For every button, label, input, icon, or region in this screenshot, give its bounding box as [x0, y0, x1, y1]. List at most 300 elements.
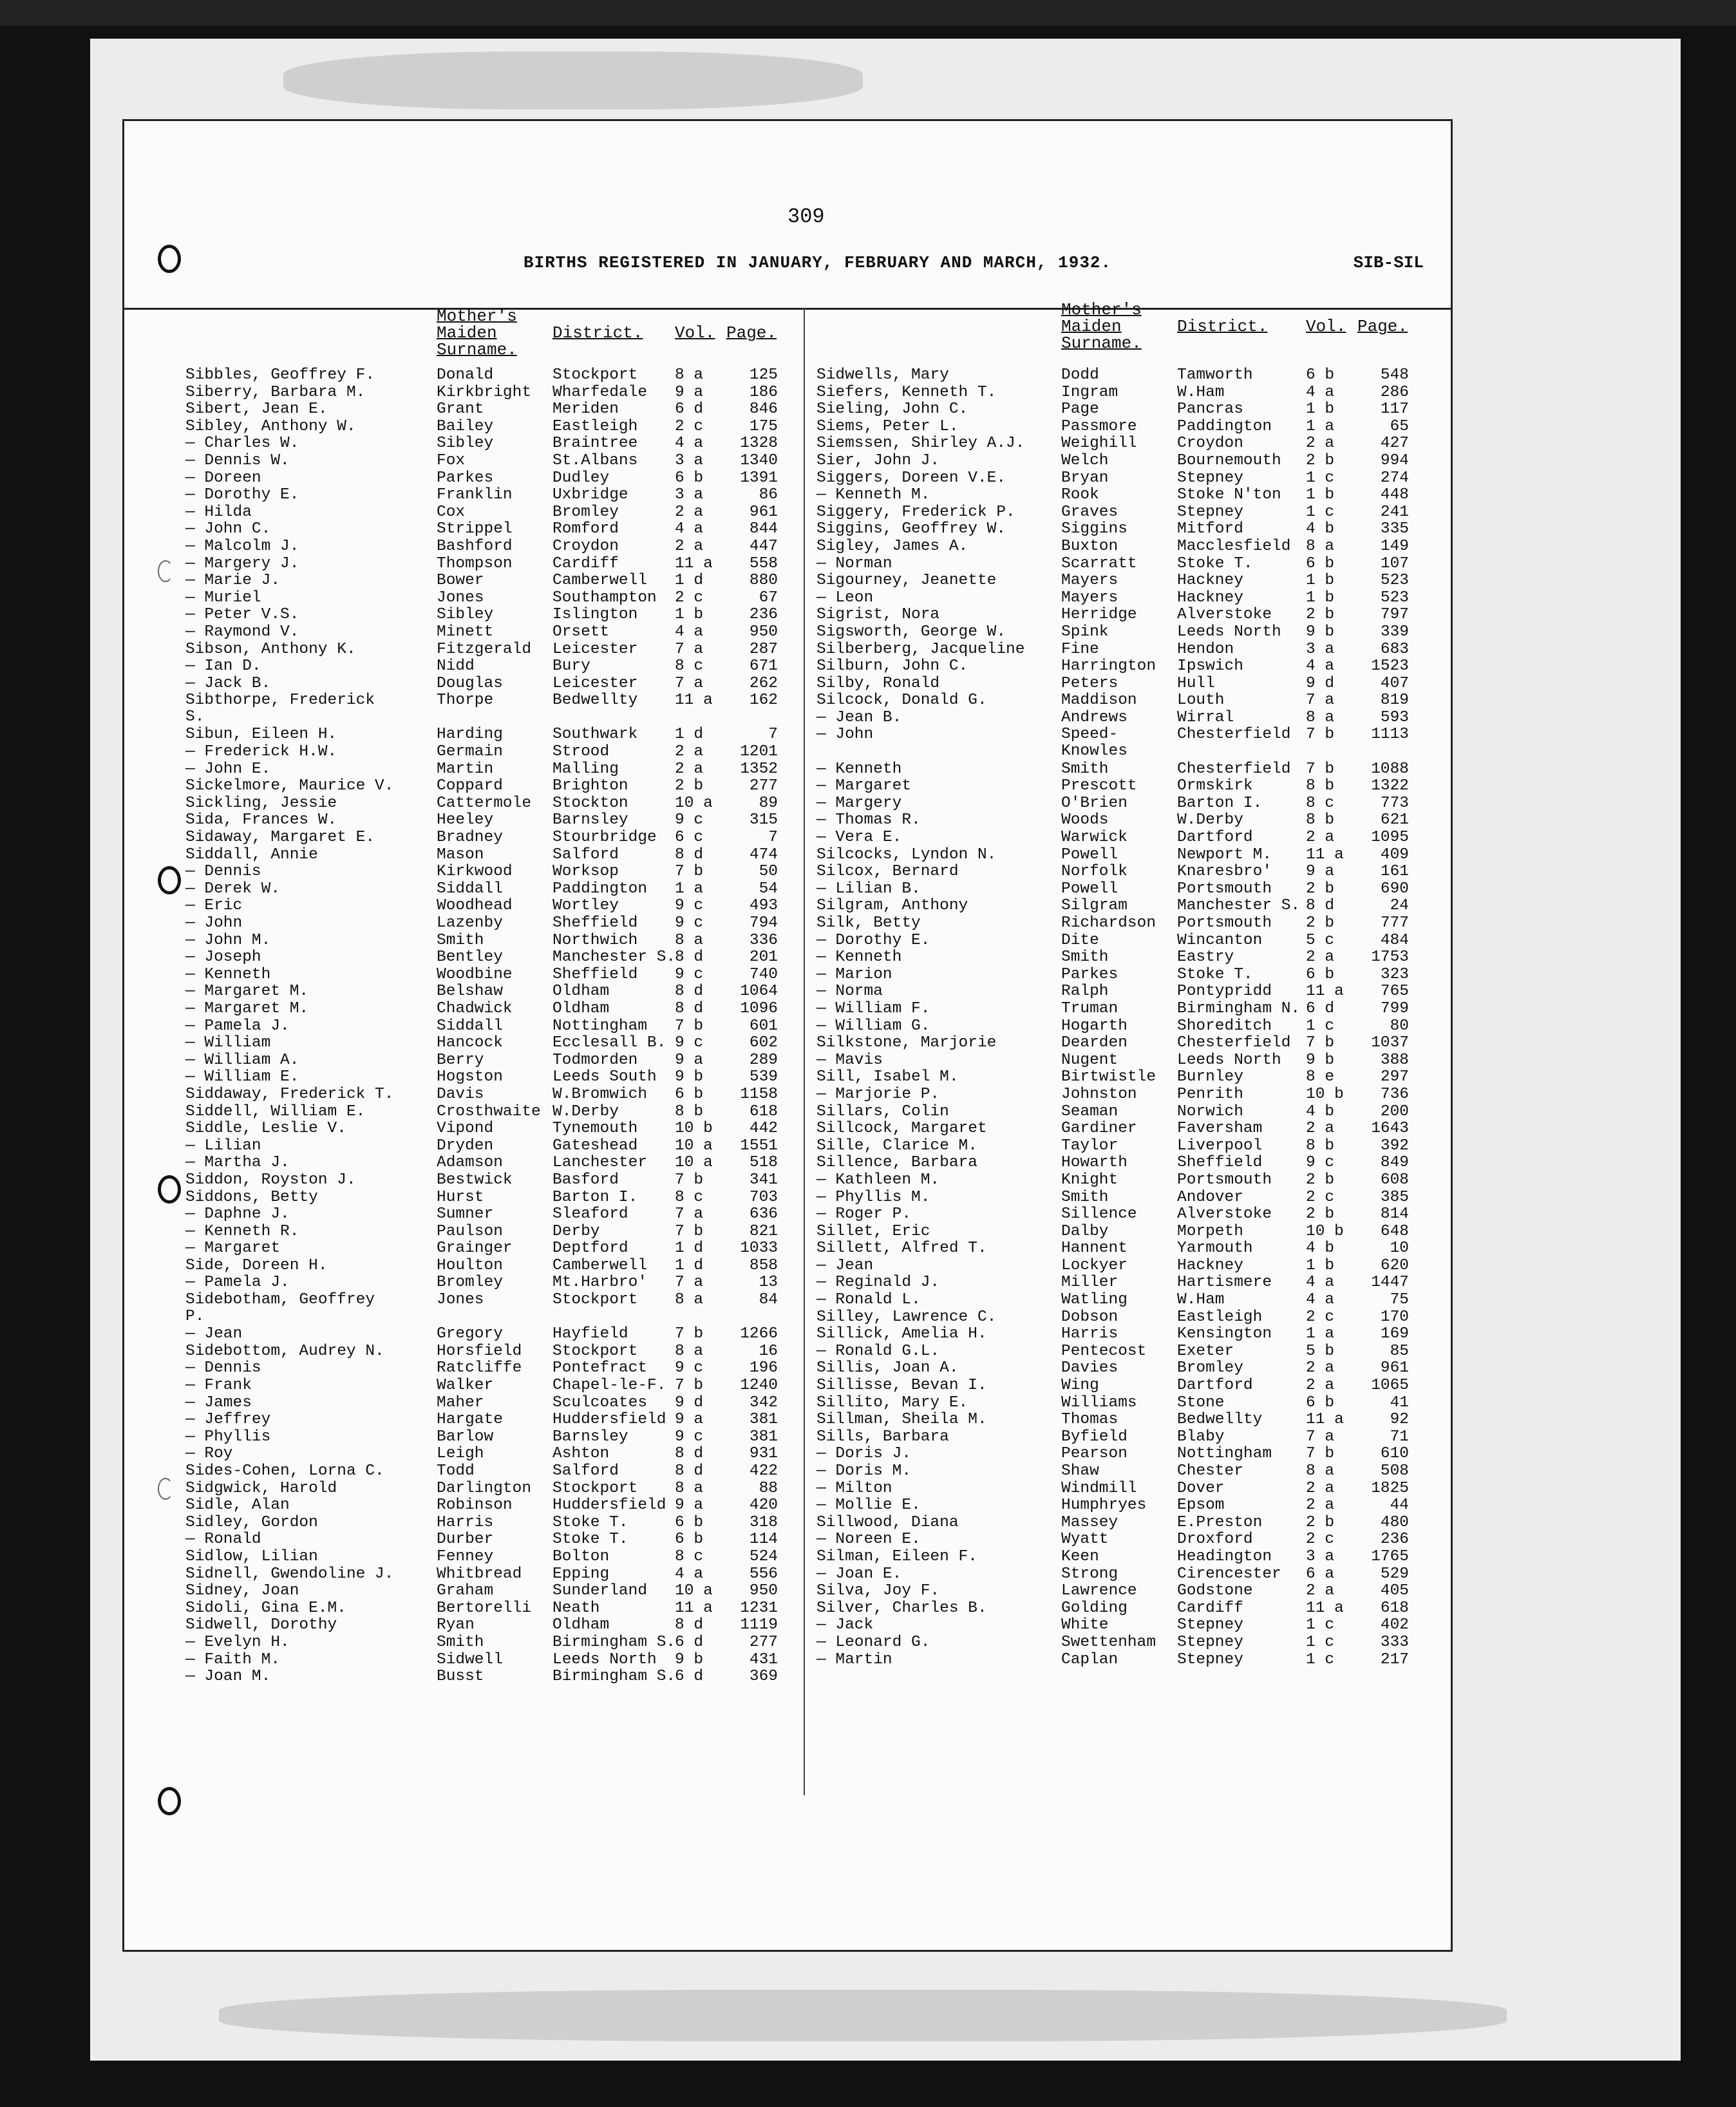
entry-district: Deptford [552, 1240, 628, 1258]
entry-mothers-maiden-surname: Cattermole [437, 794, 532, 812]
entry-name: Silcocks, Lyndon N. [816, 846, 997, 864]
entry-mothers-maiden-surname: Powell [1061, 880, 1118, 898]
entry-district: Hartismere [1177, 1274, 1272, 1292]
register-entry [185, 1531, 829, 1549]
entry-page: 1096 [740, 999, 778, 1017]
entry-mothers-maiden-surname: Bryan [1061, 469, 1109, 487]
entry-name: — Margaret [816, 777, 912, 795]
entry-mothers-maiden-surname: Bailey [437, 417, 494, 435]
entry-mothers-maiden-surname: Weighill [1061, 435, 1137, 453]
entry-page: 1095 [1371, 829, 1409, 847]
register-entry [816, 726, 1435, 761]
entry-page: 814 [1380, 1205, 1409, 1224]
entry-page: 241 [1380, 503, 1409, 521]
entry-page: 125 [749, 366, 778, 384]
entry-name: — Jean [185, 1325, 243, 1343]
entry-vol: 8 a [675, 366, 704, 384]
register-entry [185, 932, 829, 950]
entry-mothers-maiden-surname: Massey [1061, 1513, 1118, 1531]
register-entry [185, 1120, 829, 1138]
entry-district: Faversham [1177, 1120, 1263, 1138]
register-entry [816, 1429, 1435, 1446]
entry-mothers-maiden-surname: Belshaw [437, 983, 503, 1001]
punch-hole-icon [158, 1175, 181, 1204]
entry-vol: 2 a [1306, 1582, 1335, 1600]
entry-vol: 8 a [675, 1479, 704, 1497]
entry-vol: 5 c [1306, 931, 1335, 949]
register-entry [816, 470, 1435, 487]
entry-vol: 2 a [1306, 1377, 1335, 1395]
register-entry [185, 1035, 829, 1052]
entry-page: 236 [1380, 1531, 1409, 1549]
entry-page: 765 [1380, 983, 1409, 1001]
register-entry [816, 1566, 1435, 1583]
entry-vol: 9 a [1306, 863, 1335, 881]
register-entry [185, 1668, 829, 1686]
entry-mothers-maiden-surname: Lockyer [1061, 1256, 1127, 1274]
register-entry [816, 812, 1435, 829]
register-entry [816, 1069, 1435, 1086]
register-entry [816, 692, 1435, 710]
entry-name: — Martha J. [185, 1154, 290, 1172]
entry-vol: 8 a [1306, 1462, 1335, 1480]
register-entry [816, 367, 1435, 384]
header-page: Page. [726, 323, 777, 343]
register-entry [816, 1155, 1435, 1172]
entry-mothers-maiden-surname: Dite [1061, 931, 1099, 949]
register-entry [185, 521, 829, 538]
entry-page: 80 [1390, 1017, 1409, 1035]
entry-name: — Muriel [185, 589, 261, 607]
entry-name: — Charles W. [185, 435, 299, 453]
entry-mothers-maiden-surname: Cox [437, 503, 466, 521]
entry-vol: 8 b [1306, 811, 1335, 829]
entry-district: Stepney [1177, 1616, 1243, 1634]
entry-name: — Thomas R. [816, 811, 921, 829]
entry-vol: 4 a [675, 520, 704, 538]
entry-vol: 1 b [1306, 572, 1335, 590]
entry-page: 71 [1390, 1428, 1409, 1446]
entry-page: 523 [1380, 572, 1409, 590]
entry-name: Sidwells, Mary [816, 366, 949, 384]
entry-name: — Joseph [185, 949, 261, 967]
entry-page: 740 [749, 965, 778, 983]
entry-vol: 8 a [1306, 537, 1335, 555]
entry-name: Silver, Charles B. [816, 1599, 987, 1617]
entry-name: Sigourney, Jeanette [816, 572, 997, 590]
register-entry [185, 1446, 829, 1463]
entry-district: Tamworth [1177, 366, 1253, 384]
entry-district: Andover [1177, 1188, 1243, 1206]
entry-vol: 7 b [1306, 726, 1335, 744]
entry-district: Dartford [1177, 829, 1253, 847]
entry-district: Bedwellty [552, 692, 638, 710]
entry-mothers-maiden-surname: Bromley [437, 1274, 503, 1292]
entry-district: Alverstoke [1177, 606, 1272, 624]
entry-mothers-maiden-surname: Golding [1061, 1599, 1127, 1617]
entry-name: Sickling, Jessie [185, 794, 337, 812]
entry-name: — Joan M. [185, 1668, 271, 1686]
entry-name: — Margaret M. [185, 999, 309, 1017]
entry-name: — William A. [185, 1051, 299, 1069]
entry-name: — Milton [816, 1479, 892, 1497]
entry-vol: 7 b [675, 1377, 704, 1395]
entry-district: Hackney [1177, 589, 1243, 607]
entry-vol: 6 b [675, 1085, 704, 1103]
entry-name: — Peter V.S. [185, 606, 299, 624]
entry-page: 950 [749, 623, 778, 641]
entry-name: Sillett, Alfred T. [816, 1240, 987, 1258]
entry-page: 315 [749, 811, 778, 829]
entry-district: Portsmouth [1177, 914, 1272, 932]
entry-district: Stepney [1177, 1633, 1243, 1651]
entry-name: Silgram, Anthony [816, 897, 968, 915]
entry-page: 262 [749, 674, 778, 692]
entry-vol: 8 a [675, 1342, 704, 1360]
entry-name: — Margaret M. [185, 983, 309, 1001]
entry-district: W.Bromwich [552, 1085, 648, 1103]
punch-hole-icon [158, 1478, 173, 1500]
entry-vol: 7 b [1306, 1445, 1335, 1463]
register-entry [185, 487, 829, 504]
entry-name: Sigrist, Nora [816, 606, 940, 624]
register-entry [816, 829, 1435, 847]
entry-page: 67 [759, 589, 778, 607]
register-entry [816, 983, 1435, 1001]
entry-mothers-maiden-surname: Caplan [1061, 1650, 1118, 1668]
entry-district: Ipswich [1177, 657, 1243, 676]
entry-mothers-maiden-surname: White [1061, 1616, 1109, 1634]
register-entry [816, 401, 1435, 419]
entry-page: 1322 [1371, 777, 1409, 795]
entry-mothers-maiden-surname: Prescott [1061, 777, 1137, 795]
register-entry [185, 864, 829, 881]
entry-page: 13 [759, 1274, 778, 1292]
entry-vol: 4 a [1306, 1291, 1335, 1309]
entry-name: — Jean B. [816, 708, 902, 726]
register-entry [185, 744, 829, 761]
register-entry [185, 1274, 829, 1292]
entry-name: — Roy [185, 1445, 233, 1463]
entry-mothers-maiden-surname: Durber [437, 1531, 494, 1549]
entry-mothers-maiden-surname: O'Brien [1061, 794, 1127, 812]
entry-name: Sides-Cohen, Lorna C. [185, 1462, 384, 1480]
entry-district: Cardiff [552, 554, 619, 572]
entry-mothers-maiden-surname: Davis [437, 1085, 484, 1103]
entry-district: Hull [1177, 674, 1215, 692]
entry-vol: 1 c [1306, 1616, 1335, 1634]
entry-page: 508 [1380, 1462, 1409, 1480]
entry-district: Stepney [1177, 503, 1243, 521]
entry-page: 994 [1380, 451, 1409, 469]
entry-vol: 7 b [675, 863, 704, 881]
punch-hole-icon [158, 866, 181, 894]
entry-district: Ormskirk [1177, 777, 1253, 795]
register-entry [816, 1258, 1435, 1275]
register-entry [185, 1652, 829, 1669]
entry-mothers-maiden-surname: Darlington [437, 1479, 532, 1497]
entry-mothers-maiden-surname: Warwick [1061, 829, 1127, 847]
register-entry [185, 1224, 829, 1241]
entry-vol: 2 a [1306, 949, 1335, 967]
entry-page: 92 [1390, 1411, 1409, 1429]
entry-mothers-maiden-surname: Thomas [1061, 1411, 1118, 1429]
entry-page: 1765 [1371, 1547, 1409, 1565]
entry-vol: 2 a [675, 760, 704, 778]
register-entry [185, 1052, 829, 1070]
entry-mothers-maiden-surname: Andrews [1061, 708, 1127, 726]
entry-mothers-maiden-surname: Minett [437, 623, 494, 641]
left-entries [185, 367, 829, 1686]
entry-vol: 8 c [1306, 794, 1335, 812]
entry-page: 369 [749, 1668, 778, 1686]
entry-page: 65 [1390, 417, 1409, 435]
entry-mothers-maiden-surname: Grant [437, 401, 484, 419]
entry-mothers-maiden-surname: Pentecost [1061, 1342, 1147, 1360]
entry-name: — Kenneth [816, 949, 902, 967]
entry-page: 336 [749, 931, 778, 949]
entry-mothers-maiden-surname: Graham [437, 1582, 494, 1600]
entry-page: 1643 [1371, 1120, 1409, 1138]
entry-district: Tynemouth [552, 1120, 638, 1138]
entry-name: — Ronald G.L. [816, 1342, 940, 1360]
entry-mothers-maiden-surname: Franklin [437, 486, 513, 504]
entry-page: 1391 [740, 469, 778, 487]
entry-vol: 1 d [675, 1256, 704, 1274]
entry-mothers-maiden-surname: Buxton [1061, 537, 1118, 555]
register-entry [185, 692, 829, 726]
entry-vol: 9 b [675, 1650, 704, 1668]
entry-page: 846 [749, 401, 778, 419]
entry-district: Stockport [552, 366, 638, 384]
entry-district: Northwich [552, 931, 638, 949]
entry-name: Silley, Lawrence C. [816, 1308, 997, 1326]
entry-mothers-maiden-surname: Dalby [1061, 1222, 1109, 1240]
entry-mothers-maiden-surname: Douglas [437, 674, 503, 692]
entry-vol: 9 a [675, 1497, 704, 1515]
register-entry [816, 1480, 1435, 1498]
register-entry [816, 915, 1435, 932]
entry-vol: 10 a [675, 1154, 713, 1172]
entry-page: 636 [749, 1205, 778, 1224]
entry-vol: 6 b [675, 1531, 704, 1549]
register-entry [185, 1018, 829, 1035]
entry-name: — Daphne J. [185, 1205, 290, 1224]
entry-mothers-maiden-surname: Pearson [1061, 1445, 1127, 1463]
entry-vol: 4 b [1306, 1102, 1335, 1120]
entry-page: 86 [759, 486, 778, 504]
entry-vol: 8 a [675, 1291, 704, 1309]
entry-vol: 2 c [675, 589, 704, 607]
entry-name: — Pamela J. [185, 1274, 290, 1292]
entry-district: W.Ham [1177, 1291, 1225, 1309]
entry-name: Silcock, Donald G. [816, 692, 987, 710]
entry-district: Sculcoates [552, 1394, 648, 1412]
entry-district: Leicester [552, 640, 638, 658]
entry-mothers-maiden-surname: Whitbread [437, 1565, 522, 1583]
entry-page: 196 [749, 1359, 778, 1377]
entry-name: Sibert, Jean E. [185, 401, 328, 419]
entry-vol: 4 b [1306, 520, 1335, 538]
entry-vol: 7 b [675, 1017, 704, 1035]
entry-mothers-maiden-surname: Speed- Knowles [1061, 726, 1127, 761]
entry-page: 1201 [740, 743, 778, 761]
entry-district: Eastleigh [1177, 1308, 1263, 1326]
entry-district: Barnsley [552, 1428, 628, 1446]
entry-district: St.Albans [552, 451, 638, 469]
entry-name: Sillars, Colin [816, 1102, 949, 1120]
entry-mothers-maiden-surname: Sumner [437, 1205, 494, 1224]
entry-district: Shoreditch [1177, 1017, 1272, 1035]
register-entry [185, 1138, 829, 1155]
entry-name: Siddons, Betty [185, 1188, 318, 1206]
entry-district: Ashton [552, 1445, 610, 1463]
register-entry [185, 538, 829, 556]
entry-page: 950 [749, 1582, 778, 1600]
register-entry [816, 1052, 1435, 1070]
entry-vol: 3 a [675, 451, 704, 469]
entry-mothers-maiden-surname: Sillence [1061, 1205, 1137, 1224]
entry-mothers-maiden-surname: Adamson [437, 1154, 503, 1172]
entry-vol: 10 b [1306, 1085, 1344, 1103]
entry-name: — Kathleen M. [816, 1171, 940, 1189]
register-entry [816, 1515, 1435, 1532]
entry-vol: 7 a [675, 1205, 704, 1224]
entry-name: — Kenneth R. [185, 1222, 299, 1240]
entry-page: 961 [749, 503, 778, 521]
register-entry [816, 1001, 1435, 1018]
entry-name: — Phyllis M. [816, 1188, 930, 1206]
entry-mothers-maiden-surname: Sibley [437, 435, 494, 453]
entry-mothers-maiden-surname: Silgram [1061, 897, 1127, 915]
entry-vol: 1 a [1306, 1325, 1335, 1343]
entry-name: Sibun, Eileen H. [185, 726, 337, 744]
entry-mothers-maiden-surname: Watling [1061, 1291, 1127, 1309]
register-entry [816, 624, 1435, 641]
entry-page: 610 [1380, 1445, 1409, 1463]
entry-district: Blaby [1177, 1428, 1225, 1446]
entry-page: 548 [1380, 366, 1409, 384]
register-entry [816, 1104, 1435, 1121]
register-entry [185, 1258, 829, 1275]
entry-vol: 4 a [675, 435, 704, 453]
entry-district: Stone [1177, 1394, 1225, 1412]
entry-name: — Dennis [185, 863, 261, 881]
entry-name: Sier, John J. [816, 451, 940, 469]
entry-page: 201 [749, 949, 778, 967]
entry-vol: 4 a [1306, 1274, 1335, 1292]
entry-vol: 6 a [1306, 1565, 1335, 1583]
entry-district: Stoke T. [552, 1513, 628, 1531]
entry-vol: 2 b [1306, 880, 1335, 898]
entry-page: 618 [1380, 1599, 1409, 1617]
entry-mothers-maiden-surname: Leigh [437, 1445, 484, 1463]
entry-mothers-maiden-surname: Dobson [1061, 1308, 1118, 1326]
entry-page: 1551 [740, 1137, 778, 1155]
register-entry [185, 658, 829, 676]
entry-name: — Dennis [185, 1359, 261, 1377]
entry-district: Gateshead [552, 1137, 638, 1155]
entry-page: 618 [749, 1102, 778, 1120]
entry-mothers-maiden-surname: Barlow [437, 1428, 494, 1446]
entry-vol: 2 b [1306, 1171, 1335, 1189]
entry-district: Exeter [1177, 1342, 1234, 1360]
entry-name: — Leon [816, 589, 874, 607]
entry-district: Pontefract [552, 1359, 648, 1377]
register-entry [816, 1531, 1435, 1549]
entry-page: 1340 [740, 451, 778, 469]
entry-district: Barton I. [1177, 794, 1263, 812]
entry-page: 402 [1380, 1616, 1409, 1634]
entry-mothers-maiden-surname: Windmill [1061, 1479, 1137, 1497]
entry-name: — Derek W. [185, 880, 281, 898]
left-column-header [185, 308, 829, 367]
entry-vol: 6 d [1306, 999, 1335, 1017]
entry-name: — William E. [185, 1068, 299, 1086]
entry-mothers-maiden-surname: Berry [437, 1051, 484, 1069]
register-entry [816, 1446, 1435, 1463]
entry-page: 162 [749, 692, 778, 710]
entry-district: Derby [552, 1222, 600, 1240]
entry-district: Stoke N'ton [1177, 486, 1281, 504]
entry-page: 405 [1380, 1582, 1409, 1600]
register-entry [185, 1566, 829, 1583]
entry-name: Silcox, Bernard [816, 863, 959, 881]
header-district: District. [1177, 317, 1268, 336]
entry-district: Leeds North [1177, 1051, 1281, 1069]
entry-vol: 1 c [1306, 1633, 1335, 1651]
entry-name: Sibson, Anthony K. [185, 640, 356, 658]
register-entry [816, 898, 1435, 915]
register-entry [816, 1120, 1435, 1138]
entry-page: 1119 [740, 1616, 778, 1634]
entry-page: 1033 [740, 1240, 778, 1258]
entry-name: Sickelmore, Maurice V. [185, 777, 394, 795]
entry-mothers-maiden-surname: Knight [1061, 1171, 1118, 1189]
entry-name: Silva, Joy F. [816, 1582, 940, 1600]
entry-page: 339 [1380, 623, 1409, 641]
entry-name: — Raymond V. [185, 623, 299, 641]
register-entry [185, 367, 829, 384]
entry-name: — Marion [816, 965, 892, 983]
register-entry [816, 1018, 1435, 1035]
entry-page: 880 [749, 572, 778, 590]
entry-vol: 8 d [1306, 897, 1335, 915]
entry-vol: 2 b [1306, 606, 1335, 624]
entry-mothers-maiden-surname: Parkes [1061, 965, 1118, 983]
entry-mothers-maiden-surname: Lazenby [437, 914, 503, 932]
entry-mothers-maiden-surname: Maddison [1061, 692, 1137, 710]
entry-district: Bournemouth [1177, 451, 1281, 469]
entry-district: Malling [552, 760, 619, 778]
entry-district: Sheffield [1177, 1154, 1263, 1172]
entry-vol: 9 c [675, 1034, 704, 1052]
register-entry [816, 435, 1435, 453]
entry-vol: 6 b [1306, 965, 1335, 983]
entry-vol: 9 d [675, 1394, 704, 1412]
entry-district: Burnley [1177, 1068, 1243, 1086]
register-entry [816, 1377, 1435, 1395]
entry-vol: 8 d [675, 1445, 704, 1463]
entry-district: Wincanton [1177, 931, 1263, 949]
entry-page: 539 [749, 1068, 778, 1086]
entry-name: — Joan E. [816, 1565, 902, 1583]
entry-district: Pancras [1177, 401, 1243, 419]
entry-vol: 1 b [1306, 486, 1335, 504]
register-entry [185, 898, 829, 915]
entry-mothers-maiden-surname: Busst [437, 1668, 484, 1686]
entry-mothers-maiden-surname: Humphryes [1061, 1497, 1147, 1515]
